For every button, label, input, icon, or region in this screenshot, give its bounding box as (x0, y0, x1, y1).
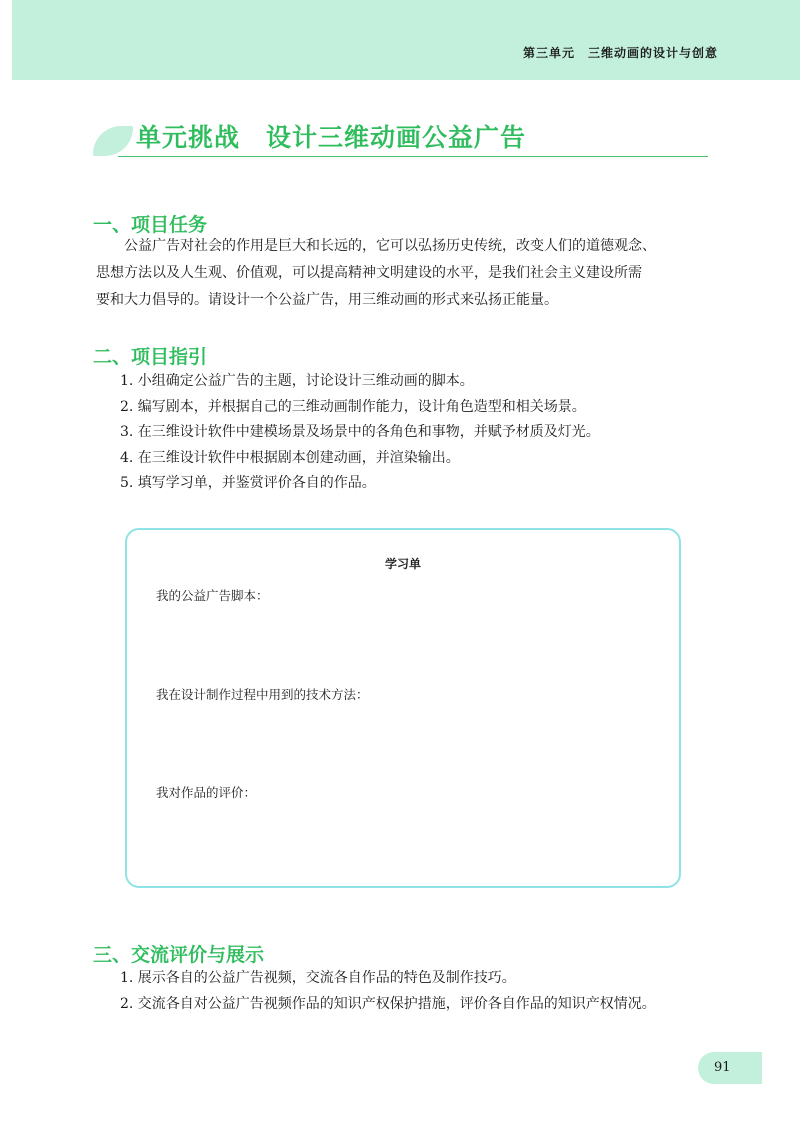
list-item: 4. 在三维设计软件中根据剧本创建动画，并渲染输出。 (120, 449, 460, 466)
list-item: 1. 小组确定公益广告的主题，讨论设计三维动画的脚本。 (120, 373, 474, 389)
page-number: 91 (714, 1060, 731, 1075)
list-item: 5. 填写学习单，并鉴赏评价各自的作品。 (120, 475, 376, 491)
section-heading-exchange: 三、交流评价与展示 (93, 944, 265, 966)
leaf-icon (93, 126, 133, 156)
list-item: 2. 交流各自对公益广告视频作品的知识产权保护措施，评价各自作品的知识产权情况。 (120, 995, 656, 1012)
section-heading-task: 一、项目任务 (93, 214, 208, 236)
task-line: 公益广告对社会的作用是巨大和长远的，它可以弘扬历史传统，改变人们的道德观念、 (124, 238, 656, 254)
section-heading-guide: 二、项目指引 (93, 346, 208, 368)
worksheet-title: 学习单 (384, 557, 421, 571)
unit-title: 单元挑战 设计三维动画公益广告 (136, 123, 527, 152)
guide-list (120, 369, 600, 497)
task-line: 思想方法以及人生观、价值观，可以提高精神文明建设的水平，是我们社会主义建设所需 (96, 265, 642, 281)
running-header: 第三单元 三维动画的设计与创意 (522, 46, 718, 60)
exchange-list (120, 966, 656, 1017)
task-paragraph (96, 233, 712, 314)
worksheet-prompt-evaluation: 我对作品的评价： (156, 785, 257, 800)
list-item: 3. 在三维设计软件中建模场景及场景中的各角色和事物，并赋予材质及灯光。 (120, 424, 600, 440)
task-line: 要和大力倡导的。请设计一个公益广告，用三维动画的形式来弘扬正能量。 (96, 292, 558, 308)
title-divider (118, 156, 708, 157)
list-item: 2. 编写剧本，并根据自己的三维动画制作能力，设计角色造型和相关场景。 (120, 398, 586, 415)
worksheet-prompt-script: 我的公益广告脚本： (156, 588, 269, 603)
worksheet-prompt-methods: 我在设计制作过程中用到的技术方法： (156, 687, 369, 702)
list-item: 1. 展示各自的公益广告视频，交流各自作品的特色及制作技巧。 (120, 970, 516, 986)
worksheet-card (125, 528, 681, 888)
header-band (12, 0, 800, 80)
